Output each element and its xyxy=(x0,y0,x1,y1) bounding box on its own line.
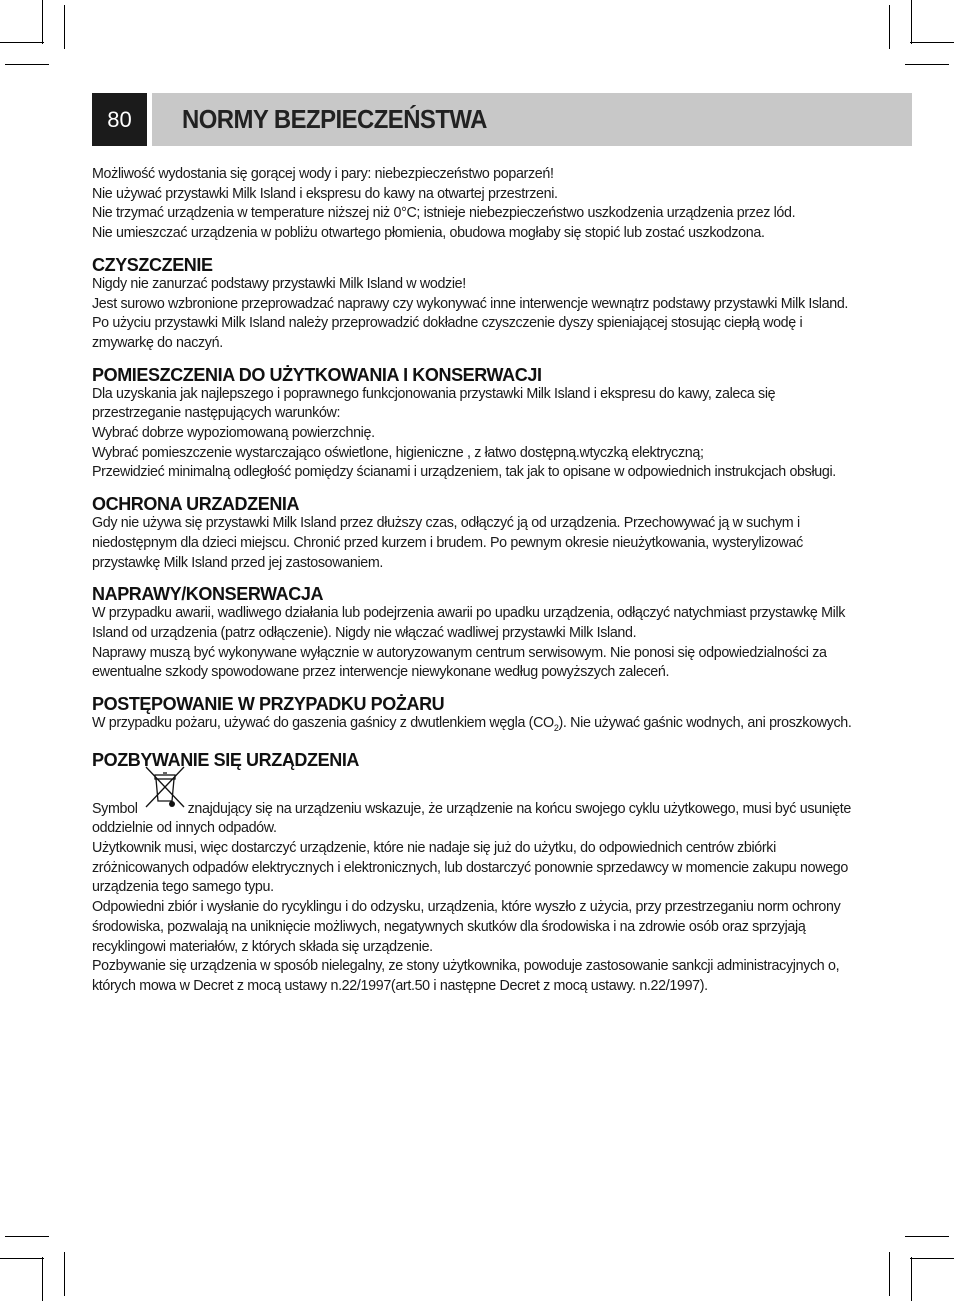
section-heading: POZBYWANIE SIĘ URZĄDZENIA xyxy=(92,749,360,770)
section-disposal xyxy=(92,750,864,997)
section-rooms xyxy=(92,365,864,484)
paragraph xyxy=(92,714,864,739)
crop-mark xyxy=(5,1236,49,1237)
section-cleaning xyxy=(92,255,864,354)
page-title: NORMY BEZPIECZEŃSTWA xyxy=(182,104,487,134)
crop-mark xyxy=(911,1257,912,1301)
crossed-out-wheelie-bin-icon xyxy=(142,763,188,813)
section-heading: CZYSZCZENIE xyxy=(92,254,213,275)
symbol-text: znajdujący się na urządzeniu wskazuje, że urządzenie na końcu swojego cyklu użytkowego, musi być usunięte oddzielnie od innych odpadów. xyxy=(92,800,851,837)
co2-subscript: 2 xyxy=(553,722,559,733)
intro-line: Nie umieszczać urządzenia w pobliżu otwartego płomienia, obudowa mogłaby się stopić lub zostać uszkodzona. xyxy=(92,225,765,242)
paragraph: Jest surowo wzbronione przeprowadzać naprawy czy wykonywać inne interwencje wewnątrz podstawy przystawki Milk Island. xyxy=(92,295,849,312)
crop-mark xyxy=(0,1258,44,1259)
intro-line: Możliwość wydostania się gorącej wody i pary: niebezpieczeństwo poparzeń! xyxy=(92,166,554,182)
page-number: 80 xyxy=(92,93,147,146)
paragraph: Wybrać pomieszczenie wystarczająco oświetlone, higieniczne , z łatwo dostępną.wtyczką elektryczną; xyxy=(92,444,704,461)
fire-text-after: ). Nie używać gaśnic wodnych, ani proszkowych. xyxy=(558,715,852,732)
paragraph: Wybrać dobrze wypoziomowaną powierzchnię. xyxy=(92,425,375,442)
section-fire xyxy=(92,694,864,739)
paragraph: Po użyciu przystawki Milk Island należy przeprowadzić dokładne czyszczenie dyszy spieniającej stosując ciepłą wodę i zmywarkę do naczyń. xyxy=(92,315,803,351)
crop-mark xyxy=(889,5,890,49)
crop-mark xyxy=(910,42,954,43)
crop-mark xyxy=(905,64,949,65)
intro-block xyxy=(92,165,864,244)
crop-mark xyxy=(64,1252,65,1296)
document-body xyxy=(92,165,864,997)
paragraph: Nigdy nie zanurzać podstawy przystawki Milk Island w wodzie! xyxy=(92,275,466,292)
paragraph: Gdy nie używa się przystawki Milk Island przez dłuższy czas, odłączyć ją od urządzenia. Przechowywać ją w suchym i niedostępnym dla dzieci miejscu. Chronić przed kurzem i brudem. Po pewnym okresie nieużytkowania, wysterylizować przystawkę Milk Island przed jej zastosowaniem. xyxy=(92,515,803,571)
intro-line: Nie używać przystawki Milk Island i ekspresu do kawy na otwartej przestrzeni. xyxy=(92,185,558,202)
crop-mark xyxy=(911,0,912,44)
crop-mark xyxy=(0,42,44,43)
section-heading: POSTĘPOWANIE W PRZYPADKU POŻARU xyxy=(92,694,445,715)
section-heading: OCHRONA URZADZENIA xyxy=(92,494,300,515)
crop-mark xyxy=(910,1258,954,1259)
symbol-word: Symbol xyxy=(92,800,138,817)
crop-mark xyxy=(889,1252,890,1296)
fire-text-before: W przypadku pożaru, używać do gaszenia gaśnicy z dwutlenkiem węgla (CO xyxy=(92,715,554,732)
paragraph: Odpowiedni zbiór i wysłanie do rycyklingu i do odzysku, urządzenia, które wyszło z użycia, przy przestrzeganiu norm ochrony środowiska, pozwalają na uniknięcie możliwych, negatywnych skutków dla środowiska i na zdrowie osób oraz sprzyjają recyklingowi materiałów, z których składa się urządzenie. xyxy=(92,899,841,955)
crop-mark xyxy=(905,1236,949,1237)
section-repairs xyxy=(92,584,864,683)
section-heading: POMIESZCZENIA DO UŻYTKOWANIA I KONSERWACJI xyxy=(92,364,542,385)
paragraph xyxy=(92,770,864,839)
crop-mark xyxy=(42,0,43,44)
paragraph: Dla uzyskania jak najlepszego i poprawnego funkcjonowania przystawki Milk Island i ekspresu do kawy, zaleca się przestrzeganie następujących warunków: xyxy=(92,385,776,422)
crop-mark xyxy=(5,64,49,65)
header-bar xyxy=(152,93,912,146)
paragraph: W przypadku awarii, wadliwego działania lub podejrzenia awarii po upadku urządzenia, odłączyć natychmiast przystawkę Milk Island od urządzenia (patrz odłączenie). Nigdy nie włączać wadliwej przystawki Milk Island. xyxy=(92,605,846,641)
section-heading: NAPRAWY/KONSERWACJA xyxy=(92,584,324,605)
intro-line: Nie trzymać urządzenia w temperature niższej niż 0°C; istnieje niebezpieczeństwo uszkodzenia urządzenia przez lód. xyxy=(92,205,796,222)
crop-mark xyxy=(42,1257,43,1301)
crop-mark xyxy=(64,5,65,49)
paragraph: Pozbywanie się urządzenia w sposób nielegalny, ze stony użytkownika, powoduje zastosowanie sankcji administracyjnych o, których mowa w Decret z mocą ustawy n.22/1997(art.50 i następne Decret z mocą ustawy. n.22/1997). xyxy=(92,958,840,994)
paragraph: Użytkownik musi, więc dostarczyć urządzenie, które nie nadaje się już do użytku, do odpowiednich centrów zbiórki zróżnicowanych odpadów elektrycznych i elektronicznych, lub dostarczyć ponownie sprzedawcy w momencie zakupu nowego urządzenia tego samego typu. xyxy=(92,840,849,896)
paragraph: Przewidzieć minimalną odległość pomiędzy ścianami i urządzeniem, tak jak to opisane w odpowiednich instrukcjach obsługi. xyxy=(92,464,836,481)
section-protection xyxy=(92,494,864,573)
paragraph: Naprawy muszą być wykonywane wyłącznie w autoryzowanym centrum serwisowym. Nie ponosi się odpowiedzialności za ewentualne szkody spowodowane przez interwencje niewykonane według powyższych zaleceń. xyxy=(92,644,827,681)
